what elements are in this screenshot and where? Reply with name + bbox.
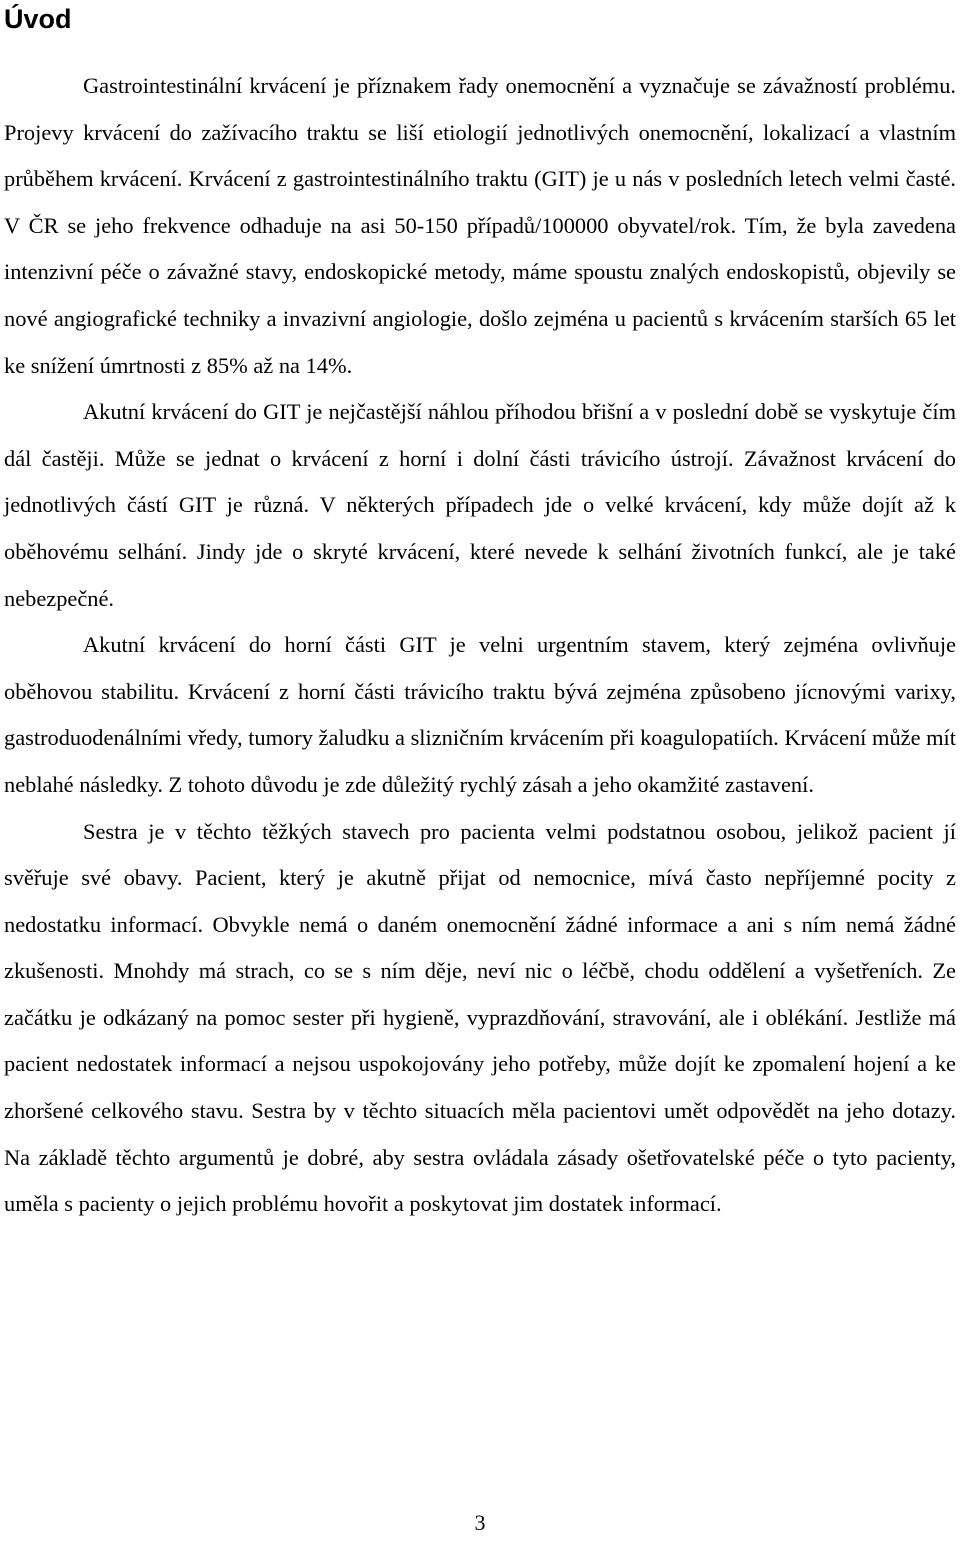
section-heading: Úvod	[4, 4, 72, 34]
body-text	[4, 63, 956, 1228]
paragraph: Akutní krvácení do horní části GIT je velni urgentním stavem, který zejména ovlivňuje oběhovou stabilitu. Krvácení z horní části trávicího traktu bývá zejména způsobeno jícnovými varixy, gastroduodenálními vředy, tumory žaludku a slizničním krvácením při koagulopatiích. Krvácení může mít neblahé následky. Z tohoto důvodu je zde důležitý rychlý zásah a jeho okamžité zastavení.	[4, 632, 956, 797]
paragraph: Sestra je v těchto těžkých stavech pro pacienta velmi podstatnou osobou, jelikož pacient jí svěřuje své obavy. Pacient, který je akutně přijat od nemocnice, mívá často nepříjemné pocity z nedostatku informací. Obvykle nemá o daném onemocnění žádné informace a ani s ním nemá žádné zkušenosti. Mnohdy má strach, co se s ním děje, neví nic o léčbě, chodu oddělení a vyšetřeních. Ze začátku je odkázaný na pomoc sester při hygieně, vyprazdňování, stravování, ale i oblékání. Jestliže má pacient nedostatek informací a nejsou uspokojovány jeho potřeby, může dojít ke zpomalení hojení a ke zhoršené celkového stavu. Sestra by v těchto situacích měla pacientovi umět odpovědět na jeho dotazy. Na základě těchto argumentů je dobré, aby sestra ovládala zásady ošetřovatelské péče o tyto pacienty, uměla s pacienty o jejich problému hovořit a poskytovat jim dostatek informací.	[4, 818, 956, 1217]
page-number: 3	[474, 1510, 486, 1535]
paragraph: Gastrointestinální krvácení je příznakem řady onemocnění a vyznačuje se závažností problému. Projevy krvácení do zažívacího traktu se liší etiologií jednotlivých onemocnění, lokalizací a vlastním průběhem krvácení. Krvácení z gastrointestinálního traktu (GIT) je u nás v posledních letech velmi časté. V ČR se jeho frekvence odhaduje na asi 50-150 případů/100000 obyvatel/rok. Tím, že byla zavedena intenzivní péče o závažné stavy, endoskopické metody, máme spoustu znalých endoskopistů, objevily se nové angiografické techniky a invazivní angiologie, došlo zejména u pacientů s krvácením starších 65 let ke snížení úmrtnosti z 85% až na 14%.	[4, 73, 956, 378]
paragraph: Akutní krvácení do GIT je nejčastější náhlou příhodou břišní a v poslední době se vyskytuje čím dál častěji. Může se jednat o krvácení z horní i dolní části trávicího ústrojí. Závažnost krvácení do jednotlivých částí GIT je různá. V některých případech jde o velké krvácení, kdy může dojít až k oběhovému selhání. Jindy jde o skryté krvácení, které nevede k selhání životních funkcí, ale je také nebezpečné.	[4, 399, 956, 611]
